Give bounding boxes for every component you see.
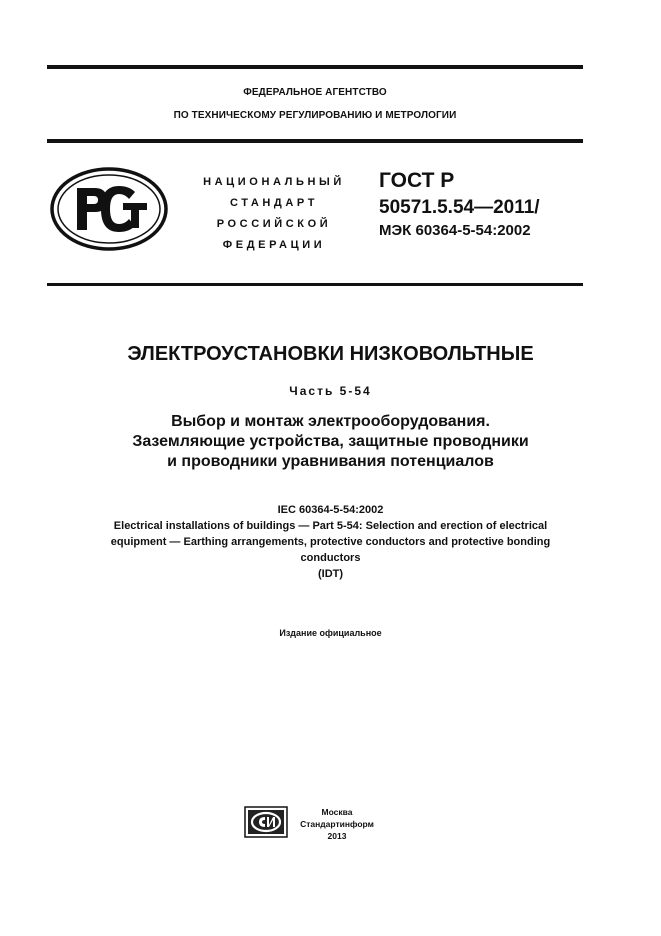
iec-reference bbox=[0, 502, 661, 582]
national-line-2: СТАНДАРТ bbox=[229, 197, 319, 209]
publisher-block bbox=[292, 806, 382, 842]
gost-line-3: МЭК 60364-5-54:2002 bbox=[379, 222, 531, 239]
document-title: ЭЛЕКТРОУСТАНОВКИ НИЗКОВОЛЬТНЫЕ bbox=[127, 343, 534, 365]
publisher-year: 2013 bbox=[327, 831, 347, 841]
iec-line-5: (IDT) bbox=[317, 568, 344, 580]
rst-emblem-icon bbox=[49, 166, 169, 252]
agency-line-1: ФЕДЕРАЛЬНОЕ АГЕНТСТВО bbox=[243, 87, 387, 98]
publisher-name: Стандартинформ bbox=[300, 819, 374, 829]
national-standard-label bbox=[184, 172, 364, 256]
iec-line-3: equipment — Earthing arrangements, protective conductors and protective bonding bbox=[110, 536, 551, 548]
block-rule bbox=[47, 283, 583, 286]
subtitle-line-2: Заземляющие устройства, защитные проводники bbox=[132, 433, 529, 450]
gost-designation bbox=[379, 167, 540, 241]
iec-line-2: Electrical installations of buildings — Part 5-54: Selection and erection of electrical bbox=[113, 520, 548, 532]
edition-label: Издание официальное bbox=[279, 628, 382, 638]
gost-line-2: 50571.5.54—2011/ bbox=[379, 197, 540, 218]
header-rule bbox=[47, 139, 583, 143]
iec-line-4: conductors bbox=[300, 552, 361, 564]
document-subtitle bbox=[0, 412, 661, 472]
publisher-city: Москва bbox=[321, 807, 353, 817]
national-line-1: НАЦИОНАЛЬНЫЙ bbox=[203, 176, 345, 188]
part-number: Часть 5-54 bbox=[289, 384, 372, 398]
subtitle-line-3: и проводники уравнивания потенциалов bbox=[167, 453, 494, 470]
iec-line-1: IEC 60364-5-54:2002 bbox=[277, 504, 384, 516]
gost-line-1: ГОСТ Р bbox=[379, 169, 455, 192]
agency-line-2: ПО ТЕХНИЧЕСКОМУ РЕГУЛИРОВАНИЮ И МЕТРОЛОГИИ bbox=[173, 110, 457, 121]
top-rule-thick bbox=[47, 65, 583, 69]
subtitle-line-1: Выбор и монтаж электрооборудования. bbox=[171, 413, 490, 430]
national-line-3: РОССИЙСКОЙ bbox=[216, 218, 332, 230]
national-line-4: ФЕДЕРАЦИИ bbox=[222, 239, 326, 251]
standartinform-logo-icon bbox=[244, 806, 288, 838]
